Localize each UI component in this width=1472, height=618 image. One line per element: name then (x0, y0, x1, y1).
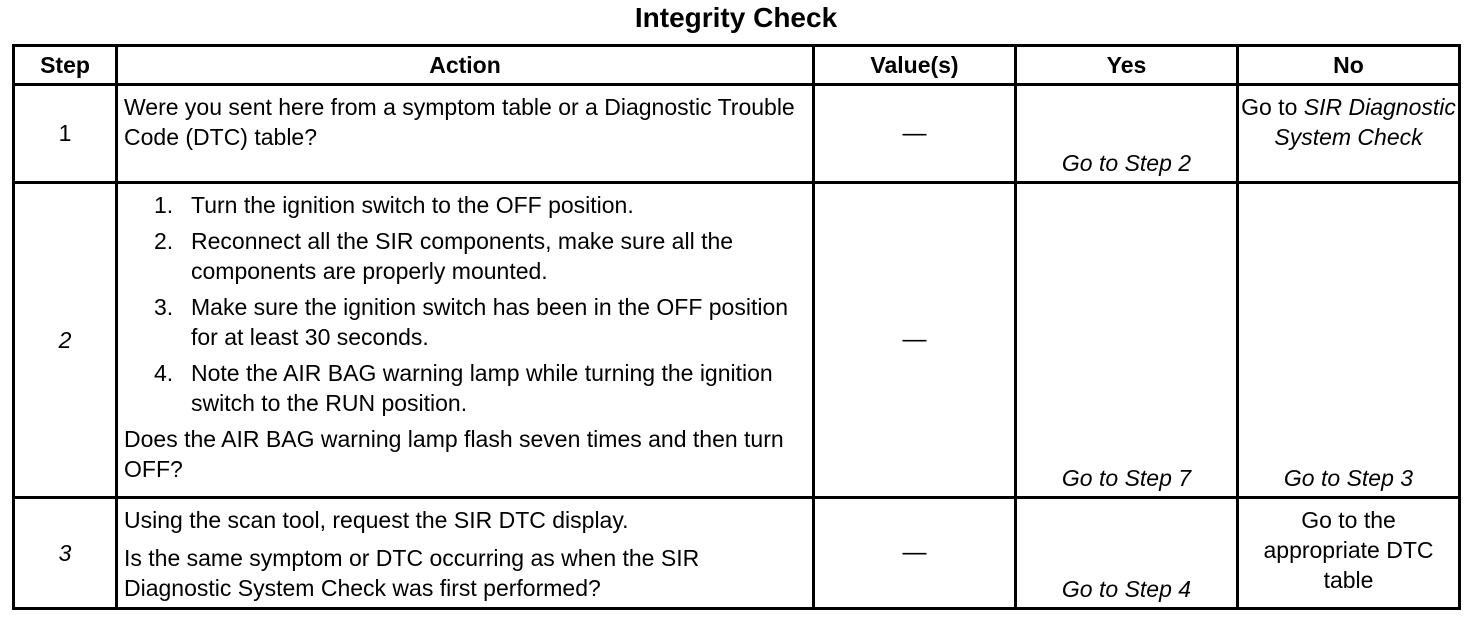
no-cell (1238, 85, 1460, 183)
value-dash: — (902, 119, 927, 147)
action-cell (117, 183, 814, 498)
table-row (14, 183, 1460, 498)
value-cell (814, 183, 1016, 498)
step-number: 3 (14, 498, 117, 609)
action-question: Does the AIR BAG warning lamp flash seven times and then turn OFF? (124, 426, 784, 482)
list-item (124, 358, 806, 418)
list-item (124, 292, 806, 352)
table-row (14, 85, 1460, 183)
list-item-text: Make sure the ignition switch has been in the OFF position for at least 30 seconds. (191, 294, 789, 350)
list-item-text: Turn the ignition switch to the OFF position. (191, 192, 634, 218)
list-item (124, 190, 806, 220)
step-number: 2 (14, 183, 117, 498)
no-cell: Go to the appropriate DTC table (1238, 498, 1460, 609)
no-prefix: Go to (1241, 94, 1298, 120)
list-item-number: 3. (154, 294, 174, 320)
list-item-number: 1. (154, 192, 174, 218)
action-cell (117, 498, 814, 609)
step-number: 1 (14, 85, 117, 183)
list-item-number: 2. (154, 228, 174, 254)
header-yes: Yes (1016, 46, 1238, 85)
yes-cell: Go to Step 2 (1016, 85, 1238, 183)
header-action: Action (117, 46, 814, 85)
header-row (14, 46, 1460, 85)
value-cell (814, 85, 1016, 183)
list-item-text: Note the AIR BAG warning lamp while turning the ignition switch to the RUN position. (191, 360, 773, 416)
table-row (14, 498, 1460, 609)
yes-cell: Go to Step 7 (1016, 183, 1238, 498)
yes-cell: Go to Step 4 (1016, 498, 1238, 609)
diagnostic-table (12, 44, 1461, 610)
action-cell (117, 85, 814, 183)
no-cell: Go to Step 3 (1238, 183, 1460, 498)
value-dash: — (902, 326, 927, 353)
value-dash: — (902, 539, 927, 566)
list-item-text: Reconnect all the SIR components, make sure all the components are properly mounted. (191, 228, 734, 284)
table-title: Integrity Check (634, 2, 838, 33)
list-item (124, 226, 806, 286)
header-no: No (1238, 46, 1460, 85)
value-cell (814, 498, 1016, 609)
list-item-number: 4. (154, 360, 174, 386)
no-italic-link: SIR Diagnostic System Check (1274, 94, 1456, 150)
header-values: Value(s) (814, 46, 1016, 85)
action-question: Is the same symptom or DTC occurring as when the SIR Diagnostic System Check was first performed? (124, 545, 700, 601)
action-instruction: Using the scan tool, request the SIR DTC display. (124, 507, 629, 533)
header-step: Step (14, 46, 117, 85)
action-question: Were you sent here from a symptom table or a Diagnostic Trouble Code (DTC) table? (124, 94, 795, 150)
action-steps-list (124, 190, 806, 418)
